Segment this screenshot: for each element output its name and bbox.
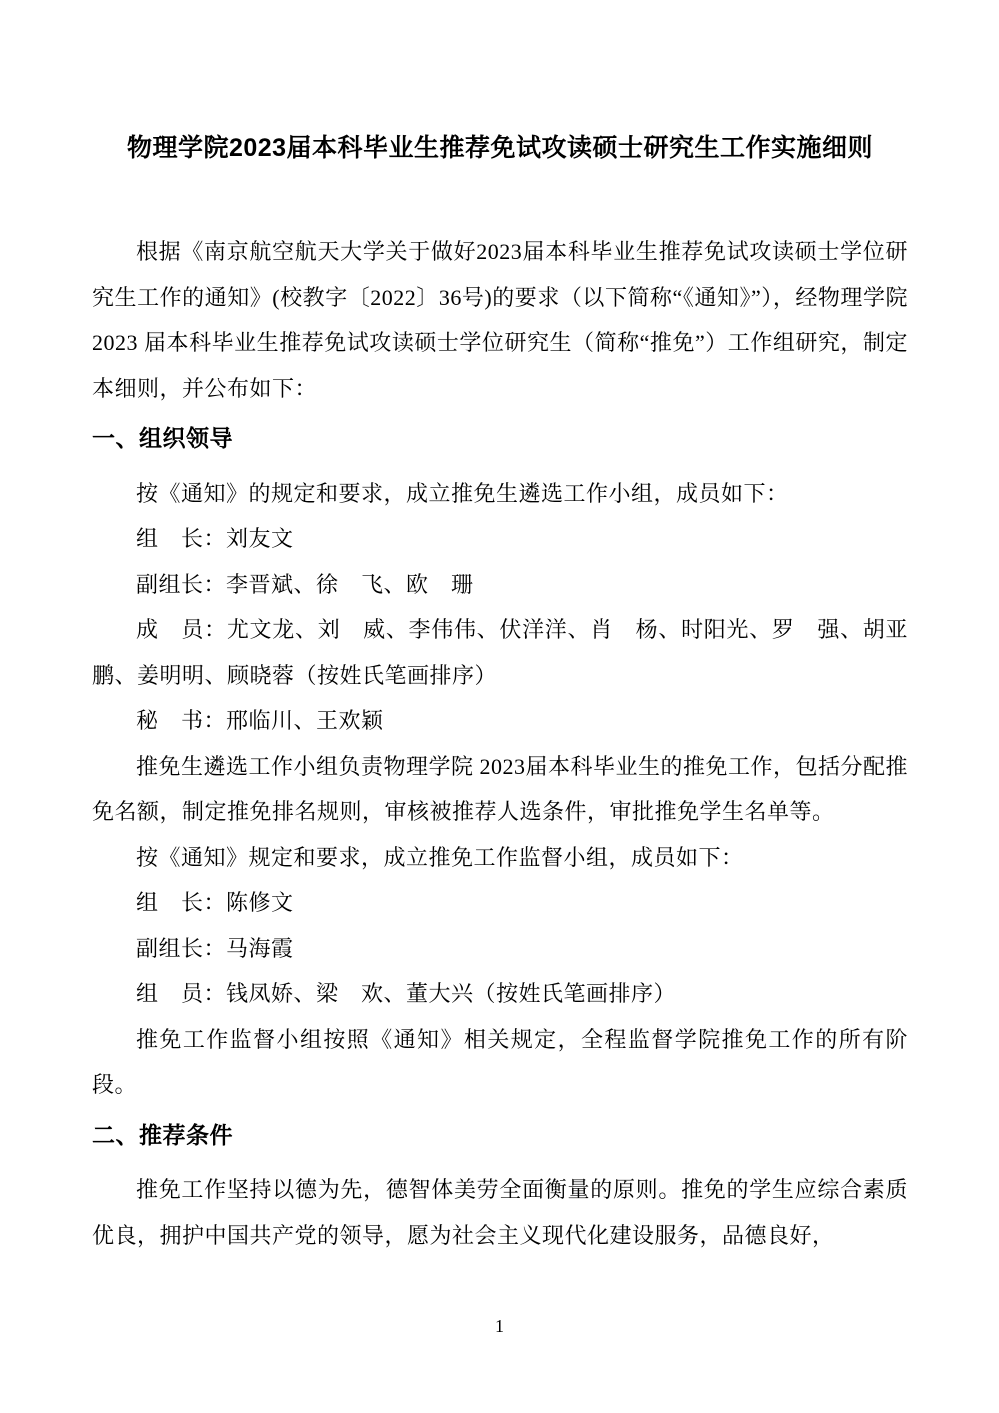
document-title: 物理学院2023届本科毕业生推荐免试攻读硕士研究生工作实施细则 <box>126 134 874 162</box>
list-line-supervision-members: 组 员：钱凤娇、梁 欢、董大兴（按姓氏笔画排序） <box>136 981 677 1006</box>
list-line-secretaries: 秘 书：邢临川、王欢颖 <box>136 708 384 733</box>
list-line-supervision-leader: 组 长：陈修文 <box>136 890 294 915</box>
paragraph-intro: 根据《南京航空航天大学关于做好2023届本科毕业生推荐免试攻读硕士学位研究生工作的通知》(校教字〔2022〕36号)的要求（以下简称“《通知》”），经物理学院 2023 届本科毕业生推荐免试攻读硕士学位研究生（简称“推免”）工作组研究，制定本细则，并公布如下： <box>92 239 908 401</box>
paragraph-selection-group-duties: 推免生遴选工作小组负责物理学院 2023届本科毕业生的推免工作，包括分配推免名额，制定推免排名规则，审核被推荐人选条件，审批推免学生名单等。 <box>92 753 909 824</box>
list-line-deputy-leaders: 副组长：李晋斌、徐 飞、欧 珊 <box>136 571 474 597</box>
section-heading-2: 二、推荐条件 <box>92 1121 233 1148</box>
list-line-supervision-deputy-leader: 副组长：马海霞 <box>136 935 294 961</box>
list-line-members: 成 员：尤文龙、刘 威、李伟伟、伏洋洋、肖 杨、时阳光、罗 强、胡亚鹏、姜明明、顾晓蓉（按姓氏笔画排序） <box>92 617 908 688</box>
section-heading-1: 一、组织领导 <box>92 425 233 451</box>
paragraph-selection-group-intro: 按《通知》的规定和要求，成立推免生遴选工作小组，成员如下： <box>136 480 789 506</box>
page-number: 1 <box>495 1316 504 1336</box>
list-line-leader: 组 长：刘友文 <box>136 526 294 551</box>
paragraph-supervision-group-intro: 按《通知》规定和要求，成立推免工作监督小组，成员如下： <box>136 844 744 870</box>
paragraph-recommendation-conditions: 推免工作坚持以德为先，德智体美劳全面衡量的原则。推免的学生应综合素质优良，拥护中国共产党的领导，愿为社会主义现代化建设服务，品德良好， <box>92 1177 908 1248</box>
paragraph-supervision-group-duties: 推免工作监督小组按照《通知》相关规定，全程监督学院推免工作的所有阶段。 <box>92 1026 908 1097</box>
